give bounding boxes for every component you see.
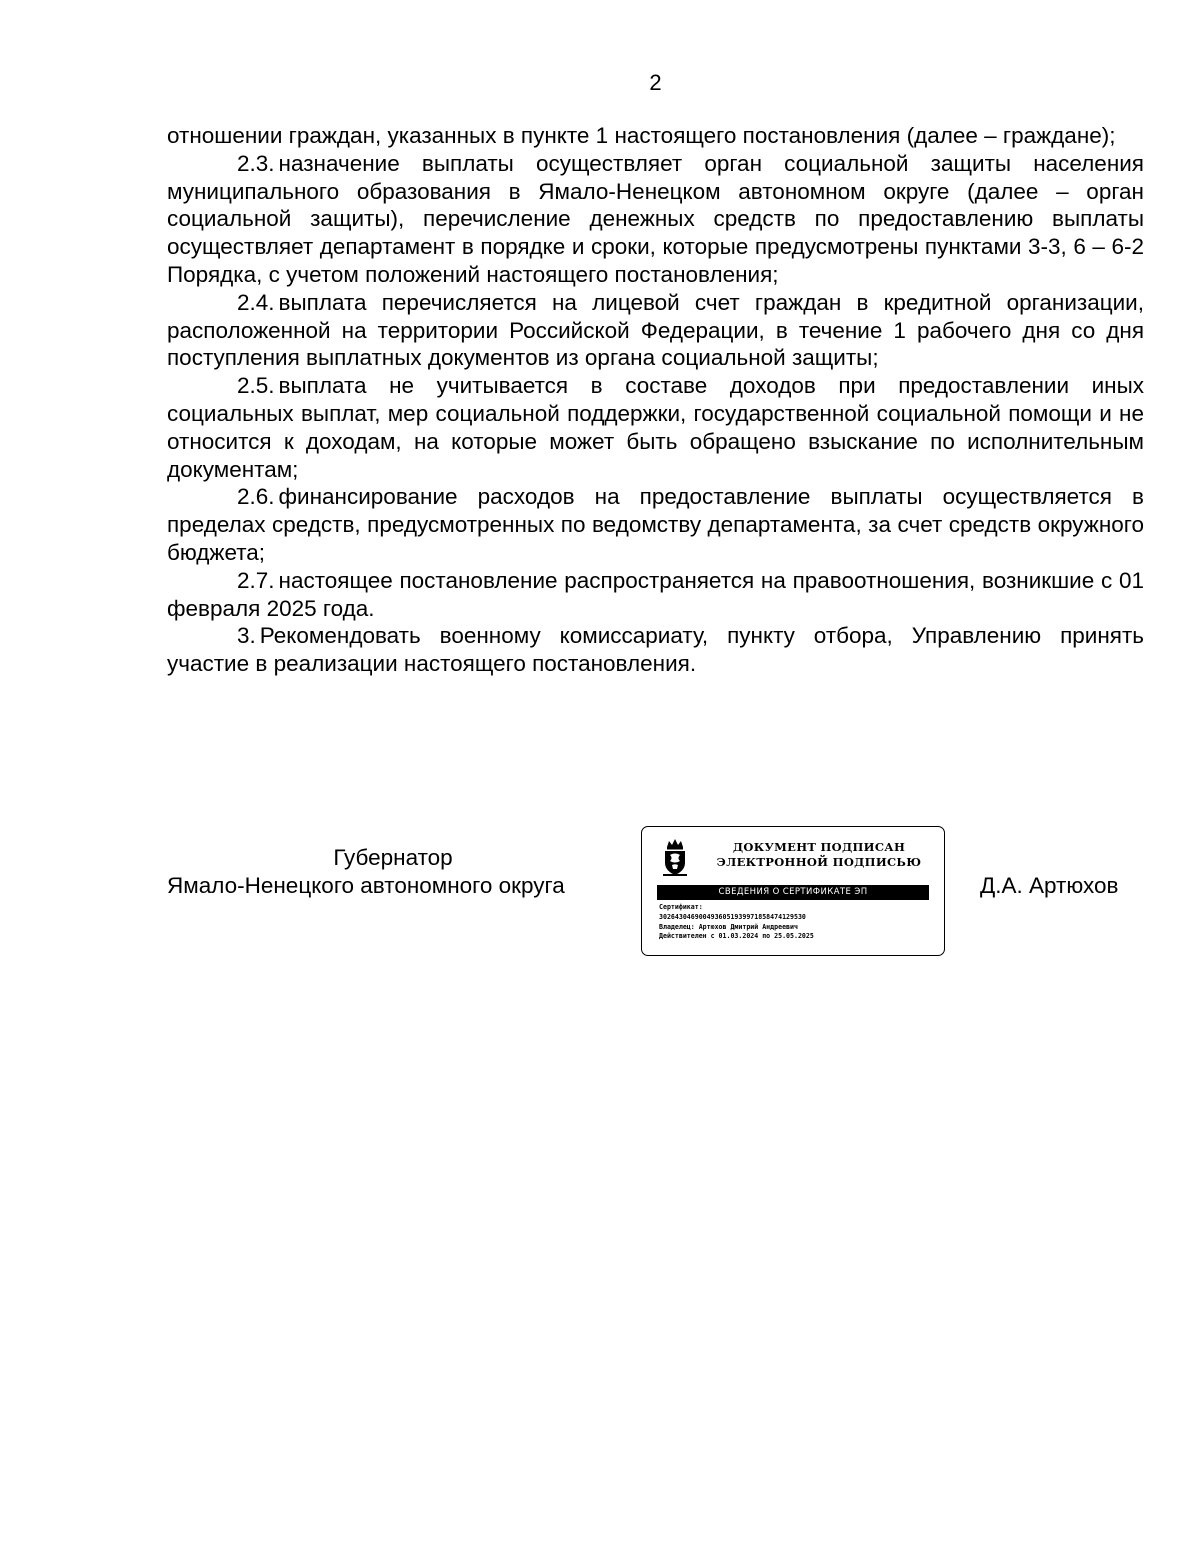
paragraph-continuation [167, 122, 1144, 150]
paragraph-number: 2.3. [237, 150, 275, 176]
signer-name: Д.А. Артюхов [980, 873, 1119, 898]
stamp-heading [704, 840, 934, 870]
paragraph-2-3 [167, 150, 1144, 289]
paragraph-number: 2.6. [237, 484, 275, 510]
electronic-signature-stamp [641, 826, 945, 956]
document-body [167, 122, 1144, 678]
paragraph-text: финансирование расходов на предоставление выплаты осуществляется в пределах средств, предусмотренных по ведомству департамента, за счет средств окружного бюджета; [167, 484, 1144, 565]
certificate-details [659, 903, 814, 942]
page-number: 2 [649, 70, 662, 95]
paragraph-number: 2.5. [237, 373, 275, 399]
certificate-validity: Действителен с 01.03.2024 по 25.05.2025 [659, 932, 814, 941]
stamp-heading-line1: ДОКУМЕНТ ПОДПИСАН [732, 840, 906, 854]
signer-region: Ямало-Ненецкого автономного округа [167, 873, 565, 898]
paragraph-text: выплата перечисляется на лицевой счет граждан в кредитной организации, расположенной на территории Российской Федерации, в течение 1 рабочего дня со дня поступления выплатных документов из органа социальной защиты; [167, 289, 1144, 371]
paragraph-text: настоящее постановление распространяется на правоотношения, возникшие с 01 февраля 2025 года. [167, 567, 1144, 621]
paragraph-text: назначение выплаты осуществляет орган социальной защиты населения муниципального образования в Ямало-Ненецком автономном округе (далее – орган социальной защиты), перечисление денежных средств по предоставлению выплаты осуществляет департамент в порядке и сроки, которые предусмотрены пунктами 3-3, 6 – 6-2 Порядка, с учетом положений настоящего постановления; [167, 150, 1144, 287]
paragraph-2-6 [167, 483, 1144, 566]
certificate-info-bar: СВЕДЕНИЯ О СЕРТИФИКАТЕ ЭП [657, 885, 929, 900]
yamal-coat-of-arms-icon [660, 837, 690, 877]
certificate-number: 3026430469004936051939971858474129530 [659, 912, 806, 921]
paragraph-text: отношении граждан, указанных в пункте 1 настоящего постановления (далее – граждане); [167, 123, 1116, 148]
paragraph-3 [167, 622, 1144, 678]
stamp-heading-line2: ЭЛЕКТРОННОЙ ПОДПИСЬЮ [716, 855, 922, 869]
paragraph-text: выплата не учитывается в составе доходов при предоставлении иных социальных выплат, мер социальной поддержки, государственной социальной помощи и не относится к доходам, на которые может быть обращено взыскание по исполнительным документам; [167, 373, 1144, 482]
paragraph-number: 3. [237, 623, 256, 649]
paragraph-2-5 [167, 372, 1144, 483]
certificate-label: Сертификат: [659, 903, 703, 911]
paragraph-2-4 [167, 289, 1144, 372]
paragraph-text: Рекомендовать военному комиссариату, пункту отбора, Управлению принять участие в реализации настоящего постановления. [167, 623, 1144, 677]
signer-position: Губернатор [333, 845, 453, 870]
paragraph-2-7 [167, 567, 1144, 623]
paragraph-number: 2.4. [237, 289, 275, 315]
certificate-owner: Владелец: Артюхов Дмитрий Андреевич [659, 922, 798, 931]
paragraph-number: 2.7. [237, 567, 275, 593]
